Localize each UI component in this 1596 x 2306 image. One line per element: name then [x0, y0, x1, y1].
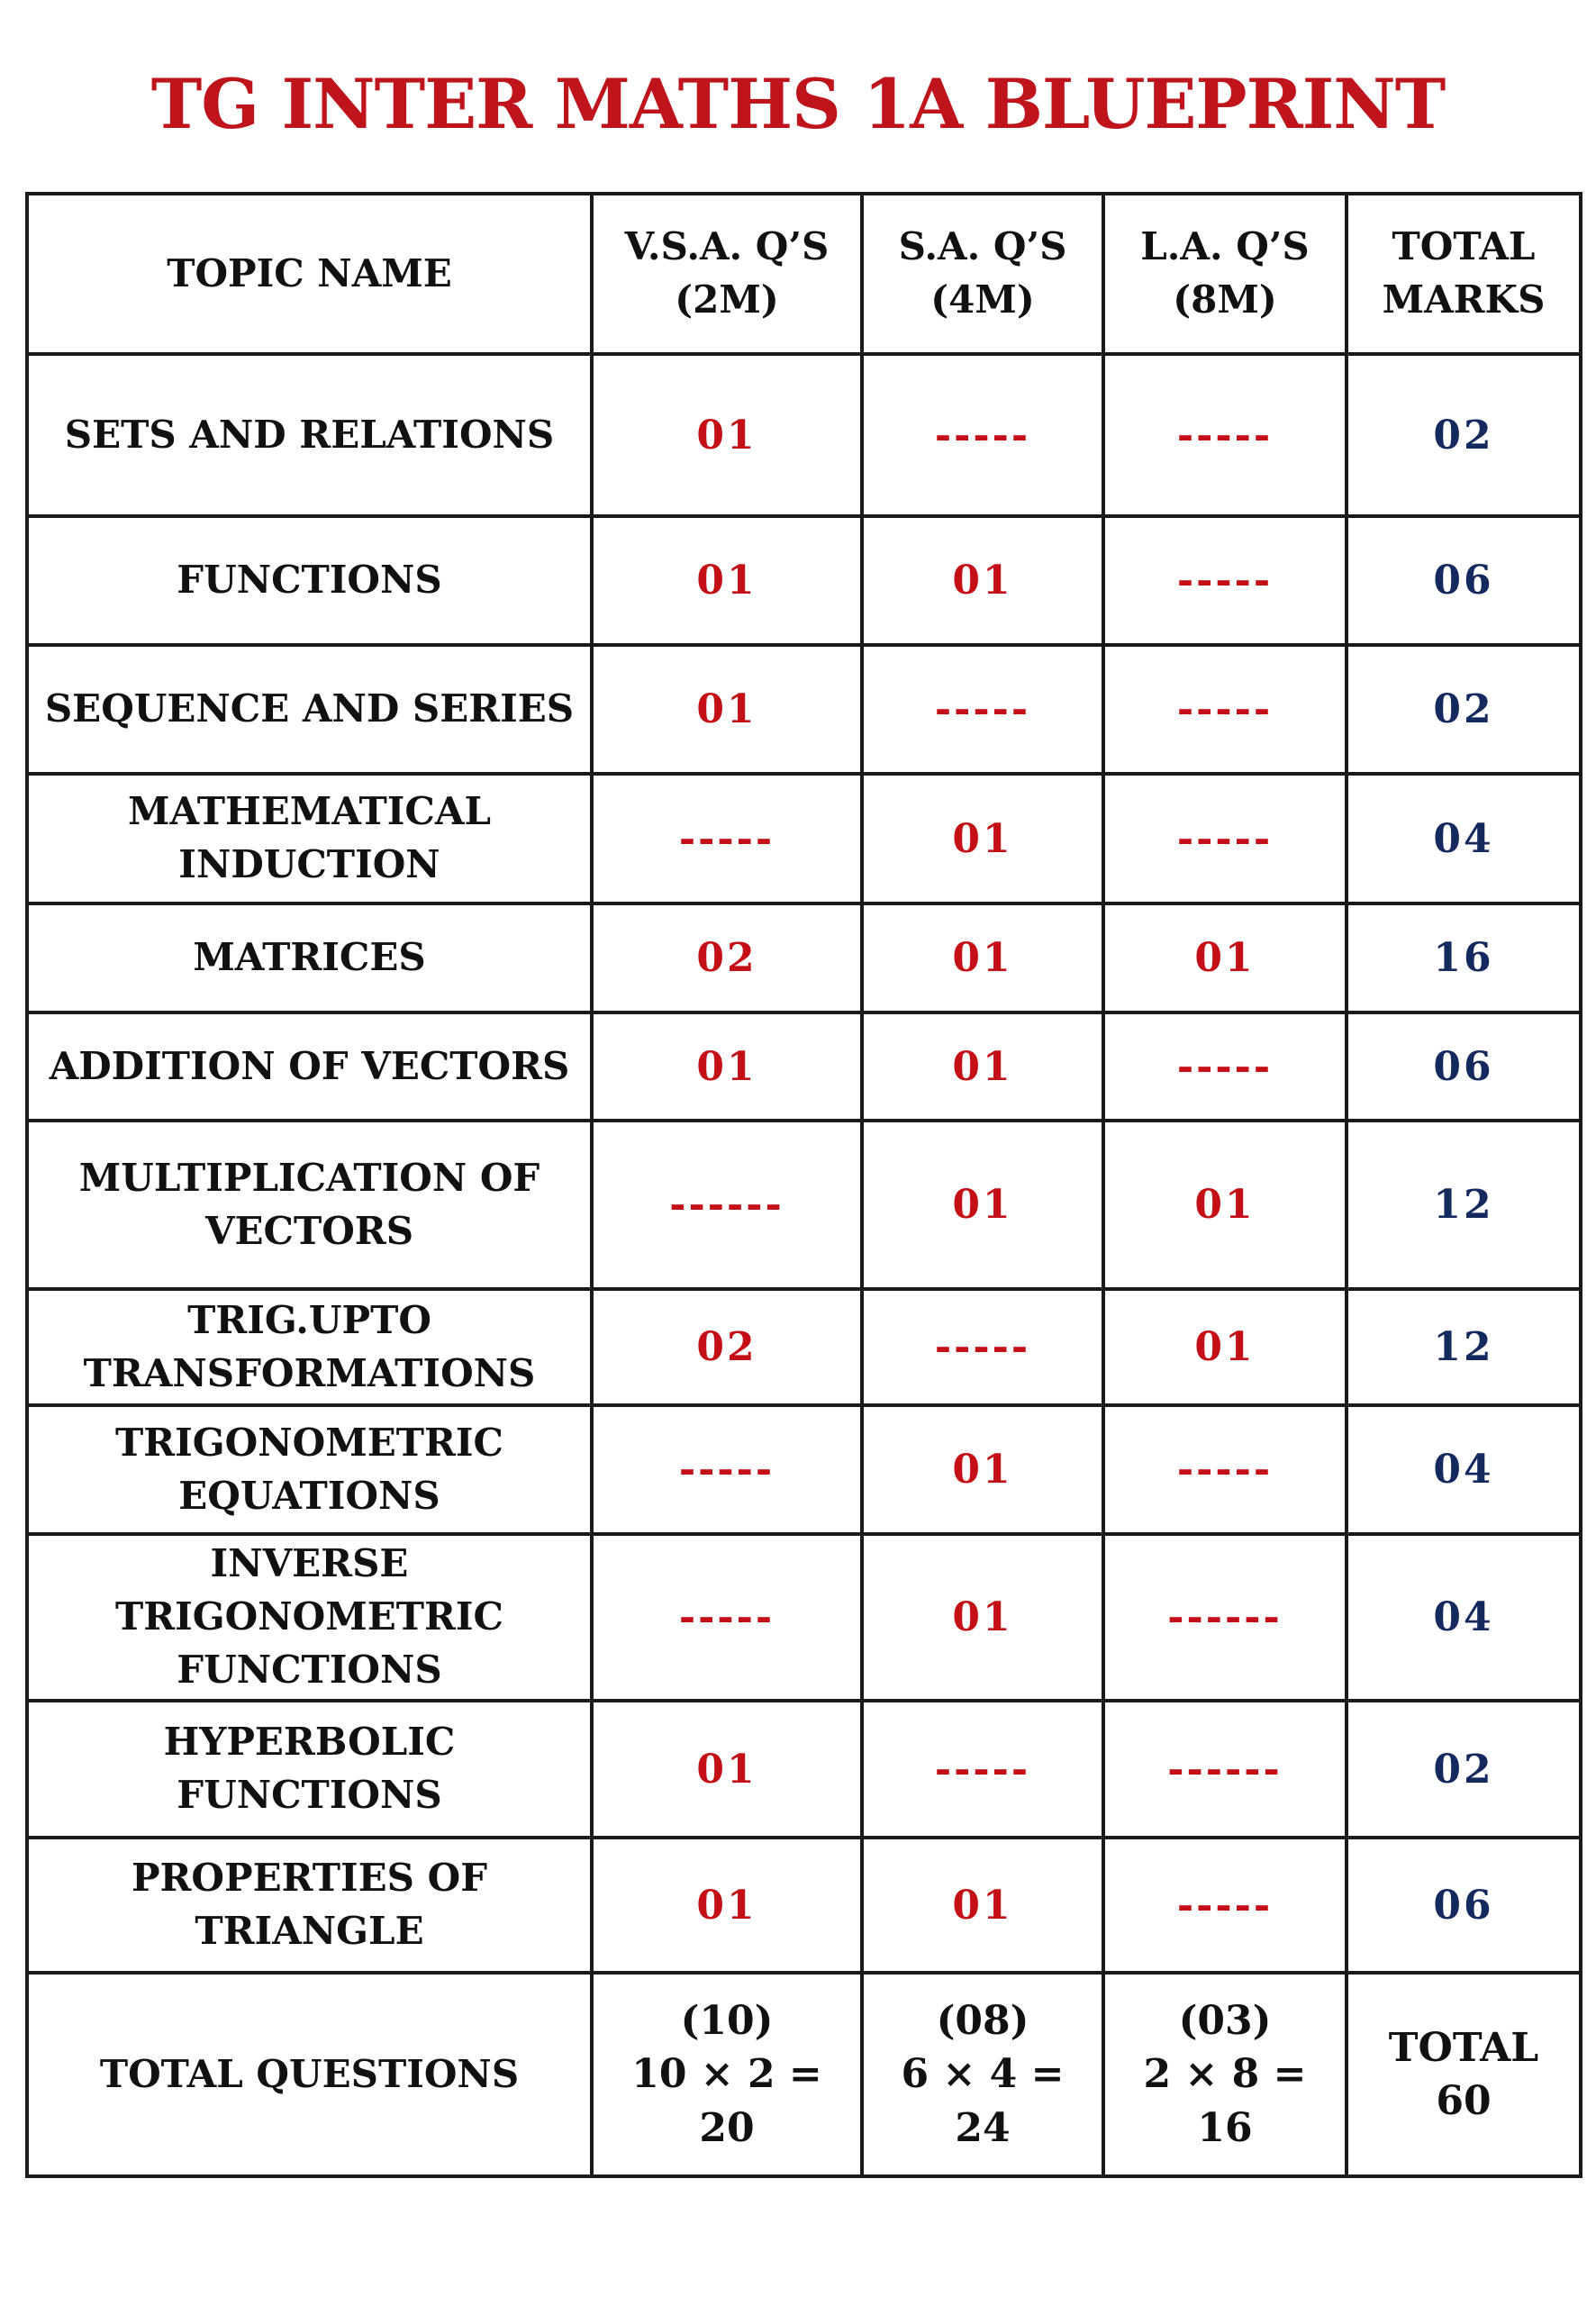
header-laq [1103, 194, 1347, 354]
cell-line: V.S.A. Q’S [624, 224, 830, 269]
total-marks: 02 [1347, 645, 1581, 774]
topic-name [27, 1405, 592, 1534]
cell-line: MARKS [1382, 277, 1546, 322]
topic-name [27, 1289, 592, 1405]
laq-count: ----- [1103, 774, 1347, 903]
total-marks: 06 [1347, 516, 1581, 645]
total-marks: 04 [1347, 774, 1581, 903]
table-row [27, 903, 1581, 1012]
topic-name [27, 1534, 592, 1701]
laq-count: 01 [1103, 1121, 1347, 1289]
footer-saq [862, 1973, 1103, 2176]
total-marks: 02 [1347, 1701, 1581, 1838]
vsaq-count: ------ [592, 1121, 862, 1289]
cell-line: (03) [1178, 1997, 1272, 2044]
topic-name [27, 1701, 592, 1838]
laq-count: ----- [1103, 354, 1347, 516]
laq-count: ----- [1103, 1012, 1347, 1121]
saq-count: 01 [862, 516, 1103, 645]
table-row [27, 774, 1581, 903]
cell-line: MATHEMATICAL INDUCTION [128, 789, 491, 886]
vsaq-count: 01 [592, 1838, 862, 1973]
saq-count: 01 [862, 1838, 1103, 1973]
vsaq-count: 02 [592, 903, 862, 1012]
laq-count: ----- [1103, 1405, 1347, 1534]
header-topic-name: TOPIC NAME [27, 194, 592, 354]
total-marks: 02 [1347, 354, 1581, 516]
header-saq [862, 194, 1103, 354]
cell-line: TOTAL [1388, 2024, 1539, 2071]
cell-line: TRANSFORMATIONS [83, 1350, 536, 1395]
saq-count: ----- [862, 645, 1103, 774]
table-row [27, 645, 1581, 774]
topic-name [27, 1121, 592, 1289]
cell-line: MATRICES [193, 935, 426, 980]
total-marks: 04 [1347, 1405, 1581, 1534]
cell-line: VECTORS [204, 1208, 414, 1253]
cell-line: (8M) [1173, 277, 1277, 322]
cell-line: MULTIPLICATION OF [78, 1155, 540, 1200]
totals-row [27, 1973, 1581, 2176]
saq-count: ----- [862, 354, 1103, 516]
footer-vsaq [592, 1973, 862, 2176]
laq-count: ----- [1103, 1838, 1347, 1973]
saq-count: ----- [862, 1289, 1103, 1405]
total-marks: 12 [1347, 1121, 1581, 1289]
total-marks: 16 [1347, 903, 1581, 1012]
footer-total-questions: TOTAL QUESTIONS [27, 1973, 592, 2176]
cell-line: TOTAL [1392, 224, 1536, 269]
cell-line: INVERSE TRIGONOMETRIC [115, 1541, 503, 1639]
vsaq-count: 02 [592, 1289, 862, 1405]
cell-line: ADDITION OF VECTORS [49, 1043, 570, 1088]
header-vsaq [592, 194, 862, 354]
total-marks: 06 [1347, 1012, 1581, 1121]
laq-count: ------ [1103, 1534, 1347, 1701]
cell-line: 2 × 8 = 16 [1143, 2051, 1307, 2151]
laq-count: 01 [1103, 1289, 1347, 1405]
table-row [27, 354, 1581, 516]
cell-line: (10) [680, 1997, 774, 2044]
total-marks: 04 [1347, 1534, 1581, 1701]
topic-name [27, 903, 592, 1012]
saq-count: 01 [862, 903, 1103, 1012]
topic-name [27, 354, 592, 516]
table-row [27, 1012, 1581, 1121]
cell-line: (08) [936, 1997, 1029, 2044]
saq-count: 01 [862, 1405, 1103, 1534]
vsaq-count: ----- [592, 774, 862, 903]
cell-line: 60 [1436, 2078, 1492, 2124]
cell-line: FUNCTIONS [177, 1647, 442, 1692]
total-marks: 12 [1347, 1289, 1581, 1405]
table-row [27, 1701, 1581, 1838]
table-row [27, 516, 1581, 645]
cell-line: TRIG.UPTO [187, 1297, 431, 1342]
saq-count: 01 [862, 1534, 1103, 1701]
table-row [27, 1534, 1581, 1701]
laq-count: ----- [1103, 645, 1347, 774]
cell-line: 6 × 4 = 24 [901, 2051, 1065, 2151]
table-row [27, 1838, 1581, 1973]
cell-line: TRIGONOMETRIC EQUATIONS [115, 1420, 503, 1518]
cell-line: S.A. Q’S [898, 224, 1067, 269]
vsaq-count: ----- [592, 1534, 862, 1701]
vsaq-count: ----- [592, 1405, 862, 1534]
vsaq-count: 01 [592, 645, 862, 774]
cell-line: SETS AND RELATIONS [64, 412, 555, 457]
cell-line: FUNCTIONS [177, 558, 442, 603]
saq-count: 01 [862, 774, 1103, 903]
table-row [27, 1121, 1581, 1289]
header-total-marks [1347, 194, 1581, 354]
topic-name [27, 1838, 592, 1973]
cell-line: HYPERBOLIC FUNCTIONS [163, 1720, 456, 1817]
saq-count: ----- [862, 1701, 1103, 1838]
table-row [27, 1289, 1581, 1405]
saq-count: 01 [862, 1121, 1103, 1289]
topic-name [27, 1012, 592, 1121]
header-row [27, 194, 1581, 354]
laq-count: 01 [1103, 903, 1347, 1012]
cell-line: PROPERTIES OF TRIANGLE [131, 1856, 488, 1953]
topic-name [27, 516, 592, 645]
topic-name [27, 774, 592, 903]
cell-line: L.A. Q’S [1140, 224, 1310, 269]
total-marks: 06 [1347, 1838, 1581, 1973]
cell-line: SEQUENCE AND SERIES [44, 686, 575, 731]
vsaq-count: 01 [592, 516, 862, 645]
laq-count: ----- [1103, 516, 1347, 645]
cell-line: 10 × 2 = 20 [631, 2051, 822, 2151]
footer-laq [1103, 1973, 1347, 2176]
vsaq-count: 01 [592, 354, 862, 516]
vsaq-count: 01 [592, 1012, 862, 1121]
cell-line: (2M) [675, 277, 779, 322]
table-row [27, 1405, 1581, 1534]
topic-name [27, 645, 592, 774]
page-title: TG INTER MATHS 1A BLUEPRINT [150, 64, 1446, 144]
cell-line: (4M) [930, 277, 1035, 322]
laq-count: ------ [1103, 1701, 1347, 1838]
blueprint-table [25, 192, 1582, 2178]
vsaq-count: 01 [592, 1701, 862, 1838]
footer-grand-total [1347, 1973, 1581, 2176]
saq-count: 01 [862, 1012, 1103, 1121]
